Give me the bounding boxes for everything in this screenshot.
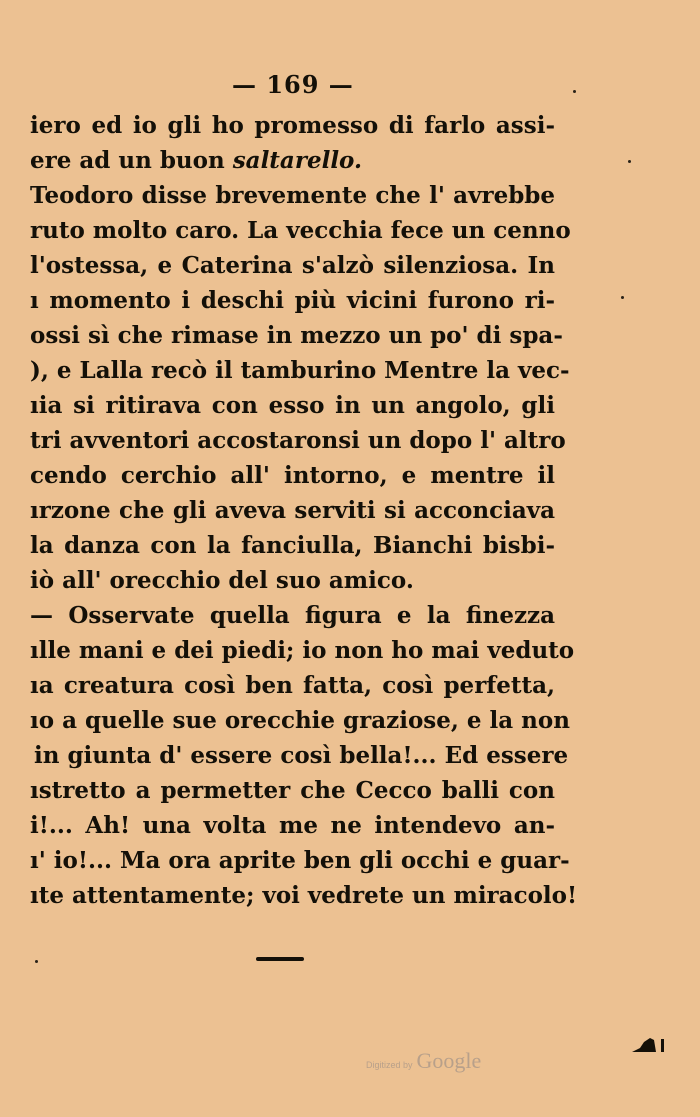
text-line: ırzone che gli aveva serviti si acconciava	[30, 497, 555, 524]
body-text	[30, 108, 578, 913]
text-line: ), e Lalla recò il tamburino Mentre la vec-	[30, 357, 570, 384]
text-line: ıo a quelle sue orecchie graziose, e la non	[30, 707, 570, 734]
page-number: — 169 —	[232, 70, 354, 99]
text-line: ıte attentamente; voi vedrete un miracolo!	[30, 882, 578, 909]
text-line: ıstretto a permetter che Cecco balli con	[30, 777, 555, 804]
text-line: ruto molto caro. La vecchia fece un cenno	[30, 217, 571, 244]
watermark-prefix: Digitized by	[366, 1060, 413, 1070]
text-line: i!... Ah! una volta me ne intendevo an-	[30, 812, 555, 839]
corner-mark-icon	[632, 1036, 666, 1054]
text-line: ere ad un buon saltarello.	[30, 147, 363, 174]
scan-speck	[573, 90, 576, 93]
text-line: l'ostessa, e Caterina s'alzò silenziosa. In	[30, 252, 555, 279]
scan-speck	[628, 160, 631, 163]
watermark	[366, 1048, 481, 1074]
text-line: ıa creatura così ben fatta, così perfetta,	[30, 672, 555, 699]
scan-speck	[35, 960, 38, 963]
end-rule	[256, 957, 304, 961]
text-line: ılle mani e dei piedi; io non ho mai veduto	[30, 637, 575, 664]
text-line: iero ed io gli ho promesso di farlo assi-	[30, 112, 555, 139]
scan-speck	[621, 296, 624, 299]
text-line: tri avventori accostaronsi un dopo l' altro	[30, 427, 566, 454]
text-line: cendo cerchio all' intorno, e mentre il	[30, 462, 555, 489]
italic-word: saltarello.	[232, 147, 363, 174]
text-line: ı' io!... Ma ora aprite ben gli occhi e guar-	[30, 847, 570, 874]
text-line: ıia si ritirava con esso in un angolo, gli	[30, 392, 555, 419]
text-line: iò all' orecchio del suo amico.	[30, 567, 414, 594]
text-line: Teodoro disse brevemente che l' avrebbe	[30, 182, 555, 209]
text-line: in giunta d' essere così bella!... Ed essere	[34, 742, 569, 769]
text-line: — Osservate quella figura e la finezza	[30, 602, 555, 629]
text-line: la danza con la fanciulla, Bianchi bisbi-	[30, 532, 555, 559]
text-line: ı momento i deschi più vicini furono ri-	[30, 287, 555, 314]
text-line: ossi sì che rimase in mezzo un po' di spa-	[30, 322, 563, 349]
watermark-brand: Google	[416, 1048, 482, 1073]
